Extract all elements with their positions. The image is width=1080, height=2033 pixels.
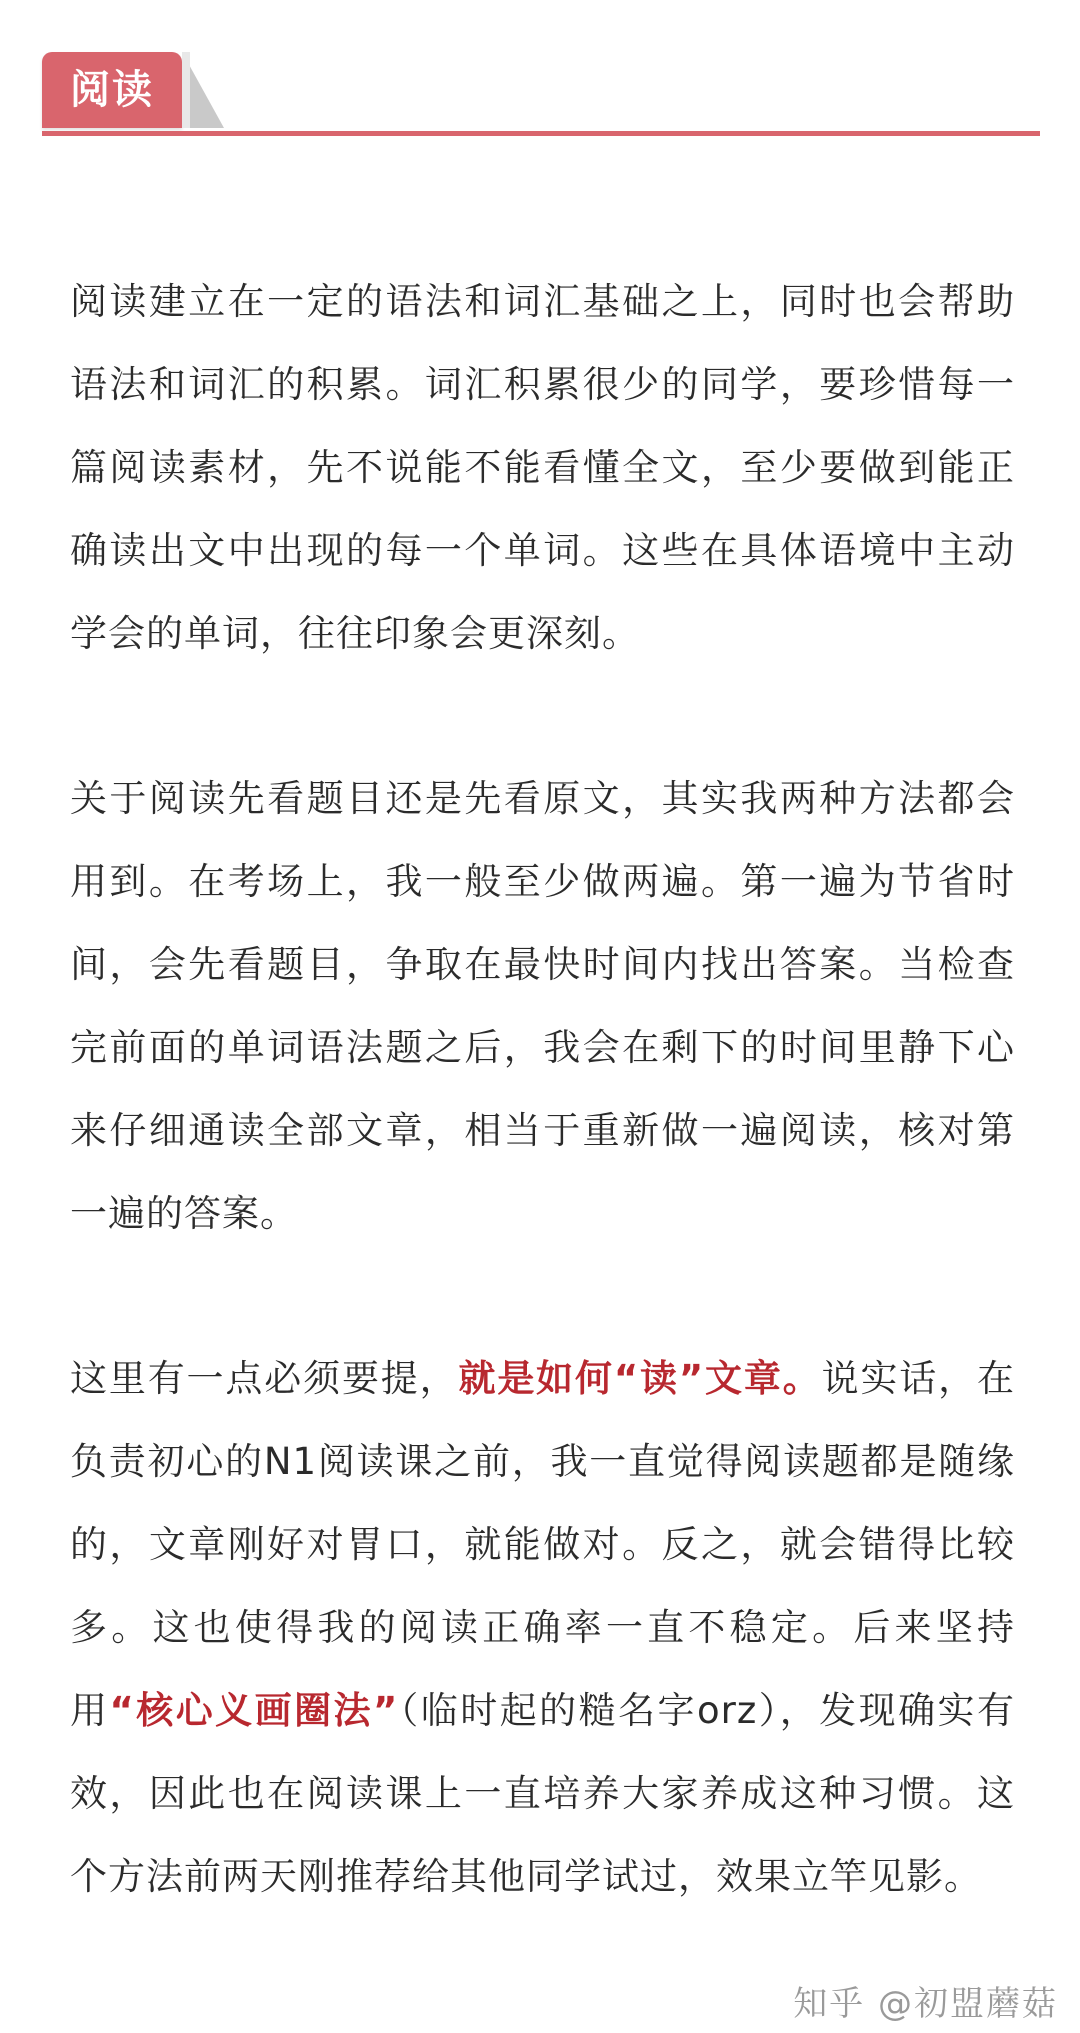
paragraph-text: 说实话，在负责初心的N1阅读课之前，我一直觉得阅读题都是随缘的，文章刚好对胃口，就能做对。反之，就会错得比较多。这也使得我的阅读正确率一直不稳定。后来坚持用 [70,1357,1016,1732]
highlight-method-name: “核心义画圈法” [109,1689,399,1732]
tab-fold-highlight [182,52,190,128]
section-header [42,52,1040,136]
paragraph-reading-order: 关于阅读先看题目还是先看原文，其实我两种方法都会用到。在考场上，我一般至少做两遍。第一遍为节省时间，会先看题目，争取在最快时间内找出答案。当检查完前面的单词语法题之后，我会在剩下的时间里静下心来仔细通读全部文章，相当于重新做一遍阅读，核对第一遍的答案。 [70,777,1015,1235]
paragraph-reading-method [70,1337,1015,1918]
paragraph-text: 这里有一点必须要提， [70,1357,459,1400]
paragraph-vocabulary: 阅读建立在一定的语法和词汇基础之上，同时也会帮助语法和词汇的积累。词汇积累很少的同学，要珍惜每一篇阅读素材，先不说能不能看懂全文，至少要做到能正确读出文中出现的每一个单词。这些在具体语境中主动学会的单词，往往印象会更深刻。 [70,280,1015,655]
section-title-tab: 阅读 [42,52,182,128]
article-body [70,260,1015,2000]
header-divider [42,131,1040,136]
zhihu-watermark: 知乎 @初盟蘑菇 [793,1984,1058,2024]
highlight-how-to-read: 就是如何“读”文章。 [458,1357,822,1400]
paragraph-text: （临时起的糙名字orz），发现确实有效，因此也在阅读课上一直培养大家养成这种习惯。这个方法前两天刚推荐给其他同学试过，效果立竿见影。 [70,1689,1015,1898]
